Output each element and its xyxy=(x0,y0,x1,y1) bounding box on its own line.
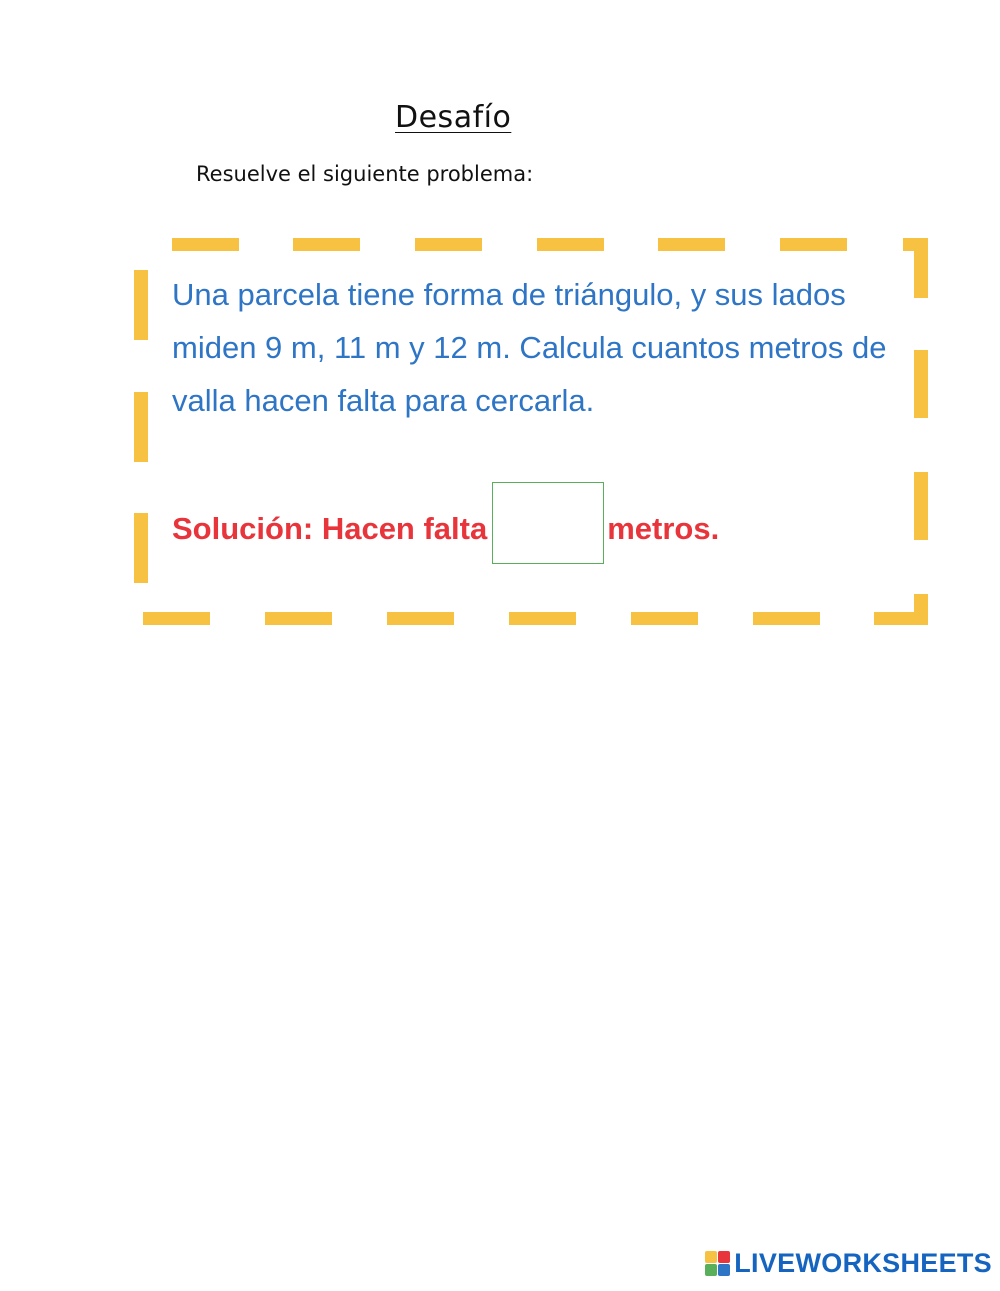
frame-dash xyxy=(134,270,148,340)
logo-square-v xyxy=(705,1264,717,1276)
frame-dash xyxy=(753,612,820,625)
frame-dash xyxy=(134,392,148,462)
solution-suffix: metros. xyxy=(607,511,720,546)
frame-dash xyxy=(143,612,210,625)
frame-dash xyxy=(903,238,928,251)
problem-statement: Una parcela tiene forma de triángulo, y sus lados miden 9 m, 11 m y 12 m. Calcula cuantos metros de valla hacen falta para cercarla. xyxy=(172,277,887,418)
frame-dash xyxy=(914,238,928,298)
frame-dash xyxy=(537,238,604,251)
logo-square-l xyxy=(705,1251,717,1263)
brand-text: LIVEWORKSHEETS xyxy=(734,1248,992,1278)
frame-dash xyxy=(387,612,454,625)
logo-square-e xyxy=(718,1264,730,1276)
frame-dash xyxy=(631,612,698,625)
instruction-text: Resuelve el siguiente problema: xyxy=(196,162,534,186)
frame-dash xyxy=(914,472,928,540)
frame-dash xyxy=(874,612,928,625)
page-title: Desafío xyxy=(395,100,512,135)
solution-line xyxy=(172,503,719,555)
frame-dash xyxy=(172,238,239,251)
frame-dash xyxy=(134,513,148,583)
frame-dash xyxy=(293,238,360,251)
answer-input[interactable] xyxy=(492,482,604,564)
frame-dash xyxy=(265,612,332,625)
frame-dash xyxy=(780,238,847,251)
logo-square-i xyxy=(718,1251,730,1263)
frame-dash xyxy=(914,350,928,418)
frame-dash xyxy=(914,594,928,625)
frame-dash xyxy=(509,612,576,625)
solution-prefix: Solución: Hacen falta xyxy=(172,511,488,546)
frame-dash xyxy=(658,238,725,251)
liveworksheets-brand[interactable] xyxy=(705,1248,992,1279)
liveworksheets-logo-icon xyxy=(705,1251,730,1276)
frame-dash xyxy=(415,238,482,251)
